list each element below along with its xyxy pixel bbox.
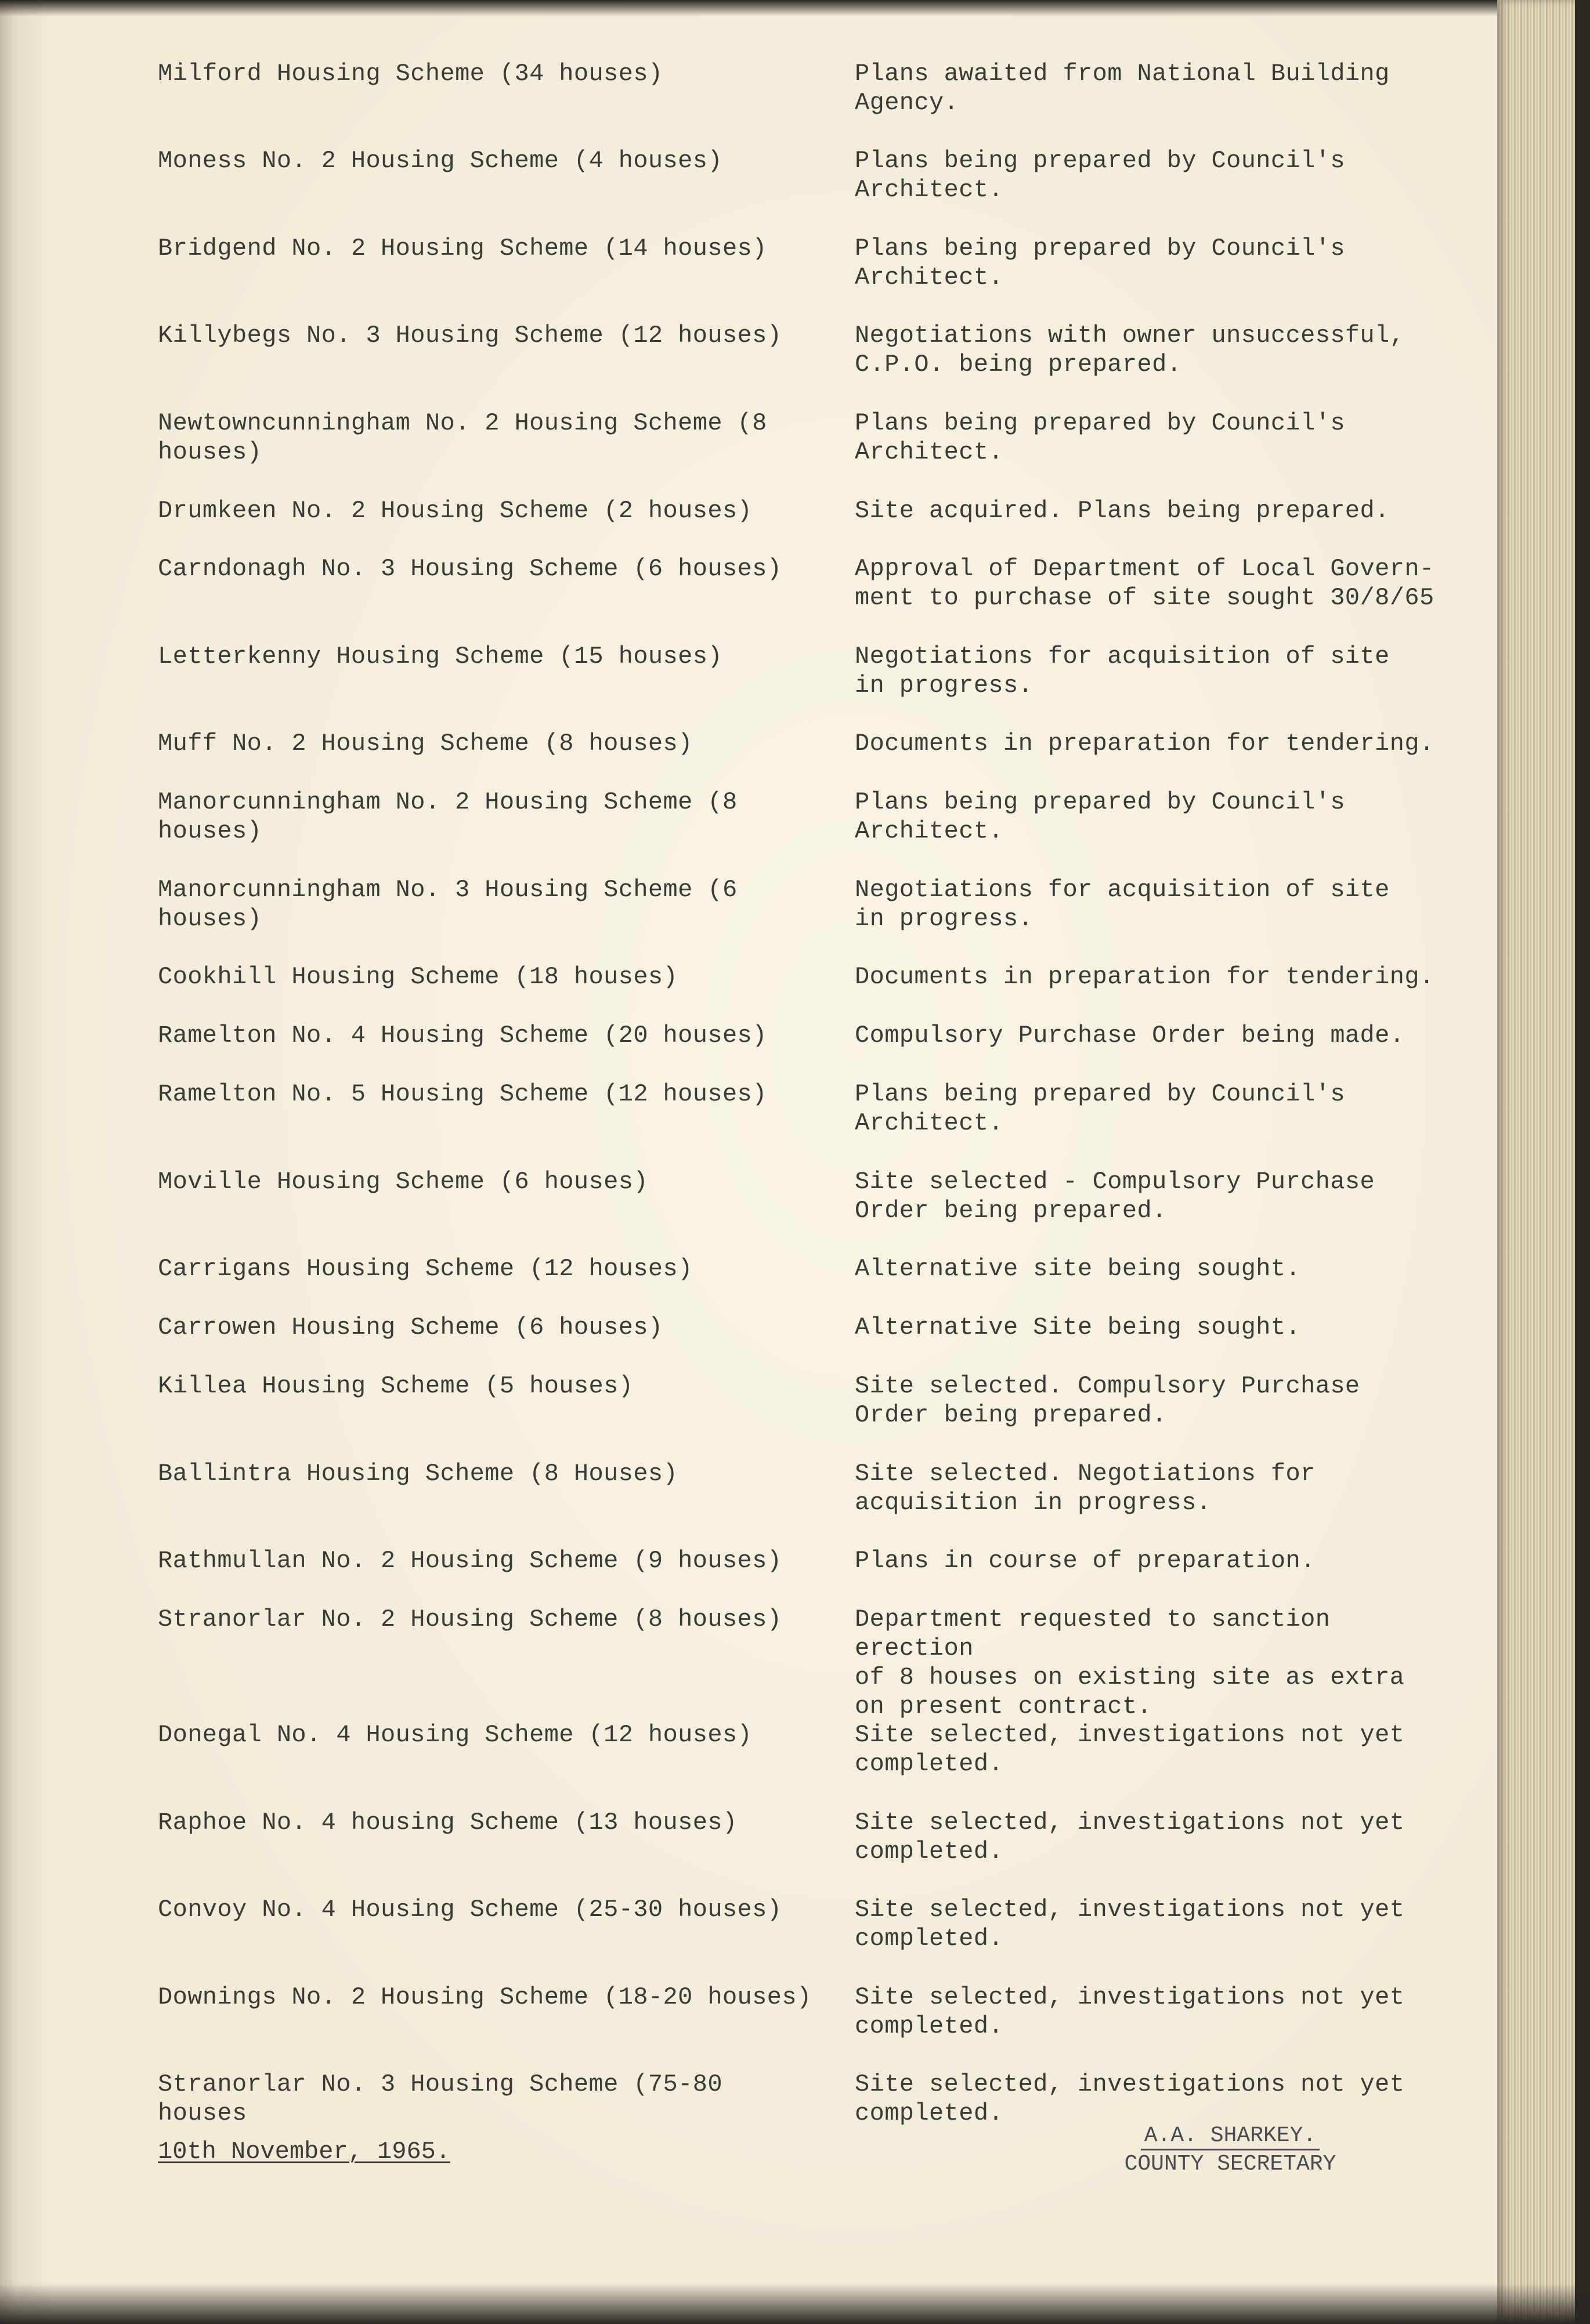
scheme-name: Moness No. 2 Housing Scheme (4 houses) [158, 147, 722, 175]
scheme-status: Department requested to sanction erection of 8 houses on existing site as extra on present contract. [855, 1605, 1405, 1720]
scheme-status: Alternative Site being sought. [855, 1313, 1301, 1341]
scheme-status: Plans being prepared by Council's Architect. [855, 1080, 1345, 1137]
scheme-status: Plans awaited from National Building Agency. [855, 60, 1390, 117]
scheme-name: Newtowncunningham No. 2 Housing Scheme (8 houses) [158, 409, 767, 466]
scheme-status: Approval of Department of Local Govern- ment to purchase of site sought 30/8/65 [855, 555, 1434, 612]
scheme-name: Moville Housing Scheme (6 houses) [158, 1168, 648, 1196]
scheme-name: Muff No. 2 Housing Scheme (8 houses) [158, 730, 693, 757]
scheme-status: Plans being prepared by Council's Architect. [855, 409, 1345, 466]
scheme-status: Site selected. Compulsory Purchase Order being prepared. [855, 1372, 1360, 1429]
scheme-status: Site acquired. Plans being prepared. [855, 497, 1390, 525]
scheme-name: Letterkenny Housing Scheme (15 houses) [158, 643, 722, 670]
scheme-status: Negotiations for acquisition of site in progress. [855, 643, 1390, 699]
scheme-name: Stranorlar No. 3 Housing Scheme (75-80 houses [158, 2070, 738, 2127]
signatory-name: A.A. SHARKEY. [1141, 2123, 1320, 2150]
scheme-status: Site selected, investigations not yet completed. [855, 1983, 1405, 2040]
scheme-name: Killea Housing Scheme (5 houses) [158, 1372, 634, 1400]
scheme-status: Plans being prepared by Council's Architect. [855, 147, 1345, 204]
scheme-status: Site selected, investigations not yet completed. [855, 1721, 1405, 1778]
scheme-name: Downings No. 2 Housing Scheme (18-20 houses) [158, 1983, 812, 2011]
scheme-status: Site selected. Negotiations for acquisition in progress. [855, 1460, 1316, 1517]
scheme-name: Ramelton No. 4 Housing Scheme (20 houses) [158, 1022, 767, 1049]
scheme-name: Carndonagh No. 3 Housing Scheme (6 houses) [158, 555, 782, 583]
scheme-status: Documents in preparation for tendering. [855, 730, 1434, 757]
scheme-status: Site selected, investigations not yet completed. [855, 2070, 1405, 2127]
scheme-status: Plans in course of preparation. [855, 1547, 1316, 1575]
signature-block [1103, 2123, 1358, 2177]
scheme-status: Plans being prepared by Council's Architect. [855, 788, 1345, 845]
scheme-name: Killybegs No. 3 Housing Scheme (12 houses) [158, 322, 782, 349]
bottom-shadow [0, 2283, 1590, 2324]
scheme-status: Negotiations with owner unsuccessful, C.P.O. being prepared. [855, 322, 1405, 378]
scheme-name: Carrowen Housing Scheme (6 houses) [158, 1313, 663, 1341]
scheme-name: Manorcunningham No. 3 Housing Scheme (6 houses) [158, 876, 738, 933]
scheme-name: Stranorlar No. 2 Housing Scheme (8 houses) [158, 1605, 782, 1633]
book-page-edges [1497, 0, 1590, 2324]
scheme-name: Ballintra Housing Scheme (8 Houses) [158, 1460, 678, 1488]
scheme-status: Documents in preparation for tendering. [855, 963, 1434, 991]
scheme-status: Site selected - Compulsory Purchase Order being prepared. [855, 1168, 1375, 1225]
scheme-status: Alternative site being sought. [855, 1255, 1301, 1283]
document-date: 10th November, 1965. [158, 2138, 451, 2166]
scheme-name: Convoy No. 4 Housing Scheme (25-30 houses) [158, 1896, 782, 1924]
scheme-status: Negotiations for acquisition of site in progress. [855, 876, 1390, 933]
scheme-name: Bridgend No. 2 Housing Scheme (14 houses) [158, 234, 767, 262]
scheme-name: Cookhill Housing Scheme (18 houses) [158, 963, 678, 991]
scheme-name: Rathmullan No. 2 Housing Scheme (9 houses) [158, 1547, 782, 1575]
scheme-name: Drumkeen No. 2 Housing Scheme (2 houses) [158, 497, 753, 525]
scheme-name: Manorcunningham No. 2 Housing Scheme (8 houses) [158, 788, 738, 845]
scheme-name: Donegal No. 4 Housing Scheme (12 houses) [158, 1721, 753, 1749]
signatory-title: COUNTY SECRETARY [1124, 2152, 1336, 2177]
scheme-name: Milford Housing Scheme (34 houses) [158, 60, 663, 88]
scheme-name: Ramelton No. 5 Housing Scheme (12 houses) [158, 1080, 767, 1108]
scheme-name: Raphoe No. 4 housing Scheme (13 houses) [158, 1809, 738, 1836]
scheme-status: Site selected, investigations not yet completed. [855, 1896, 1405, 1953]
scheme-status: Plans being prepared by Council's Architect. [855, 234, 1345, 291]
scheme-status: Site selected, investigations not yet completed. [855, 1809, 1405, 1865]
scheme-status: Compulsory Purchase Order being made. [855, 1022, 1405, 1049]
scheme-name: Carrigans Housing Scheme (12 houses) [158, 1255, 693, 1283]
